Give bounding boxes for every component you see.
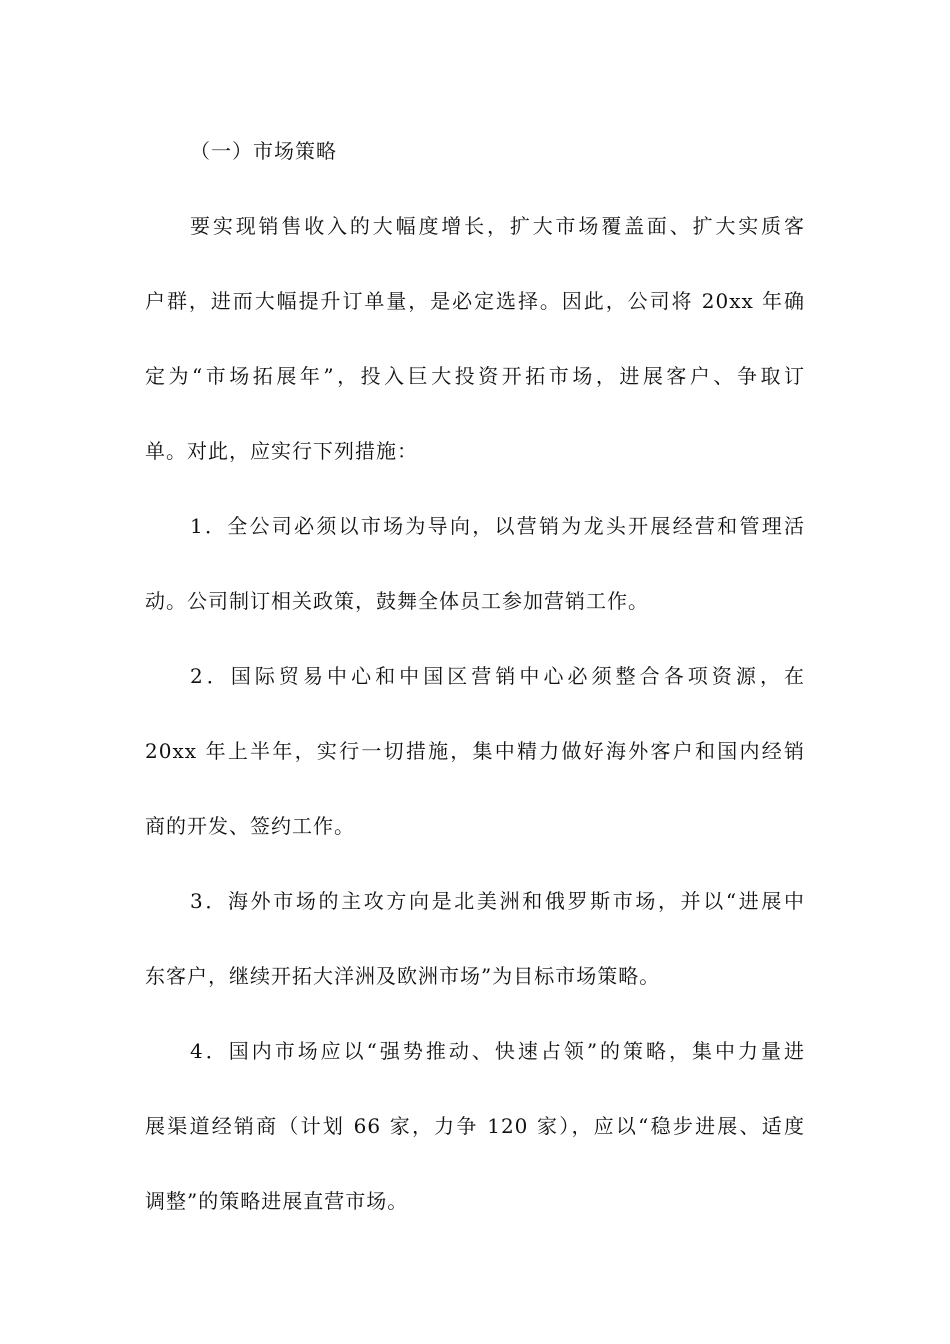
paragraph-line: 定为“市场拓展年”，投入巨大投资开拓市场，进展客户、争取订 <box>145 364 805 388</box>
list-item-line: 4．国内市场应以“强势推动、快速占领”的策略，集中力量进 <box>190 1039 805 1063</box>
list-item-line: 商的开发、签约工作。 <box>145 814 355 838</box>
paragraph-line: 单。对此，应实行下列措施： <box>145 439 418 463</box>
list-item-line: 1．全公司必须以市场为导向，以营销为龙头开展经营和管理活 <box>190 514 805 538</box>
list-item-line: 动。公司制订相关政策，鼓舞全体员工参加营销工作。 <box>145 589 649 613</box>
section-heading: （一）市场策略 <box>190 139 337 163</box>
paragraph-line: 要实现销售收入的大幅度增长，扩大市场覆盖面、扩大实质客 <box>190 214 805 238</box>
list-item-line: 调整”的策略进展直营市场。 <box>145 1189 409 1213</box>
list-item-line: 3．海外市场的主攻方向是北美洲和俄罗斯市场，并以“进展中 <box>190 889 805 913</box>
list-item-line: 东客户，继续开拓大洋洲及欧洲市场”为目标市场策略。 <box>145 964 661 988</box>
paragraph-line: 户群，进而大幅提升订单量，是必定选择。因此，公司将 20xx 年确 <box>145 289 805 313</box>
list-item-line: 展渠道经销商（计划 66 家，力争 120 家），应以“稳步进展、适度 <box>145 1114 805 1138</box>
list-item-line: 2．国际贸易中心和中国区营销中心必须整合各项资源，在 <box>190 664 805 688</box>
list-item-line: 20xx 年上半年，实行一切措施，集中精力做好海外客户和国内经销 <box>145 739 805 763</box>
